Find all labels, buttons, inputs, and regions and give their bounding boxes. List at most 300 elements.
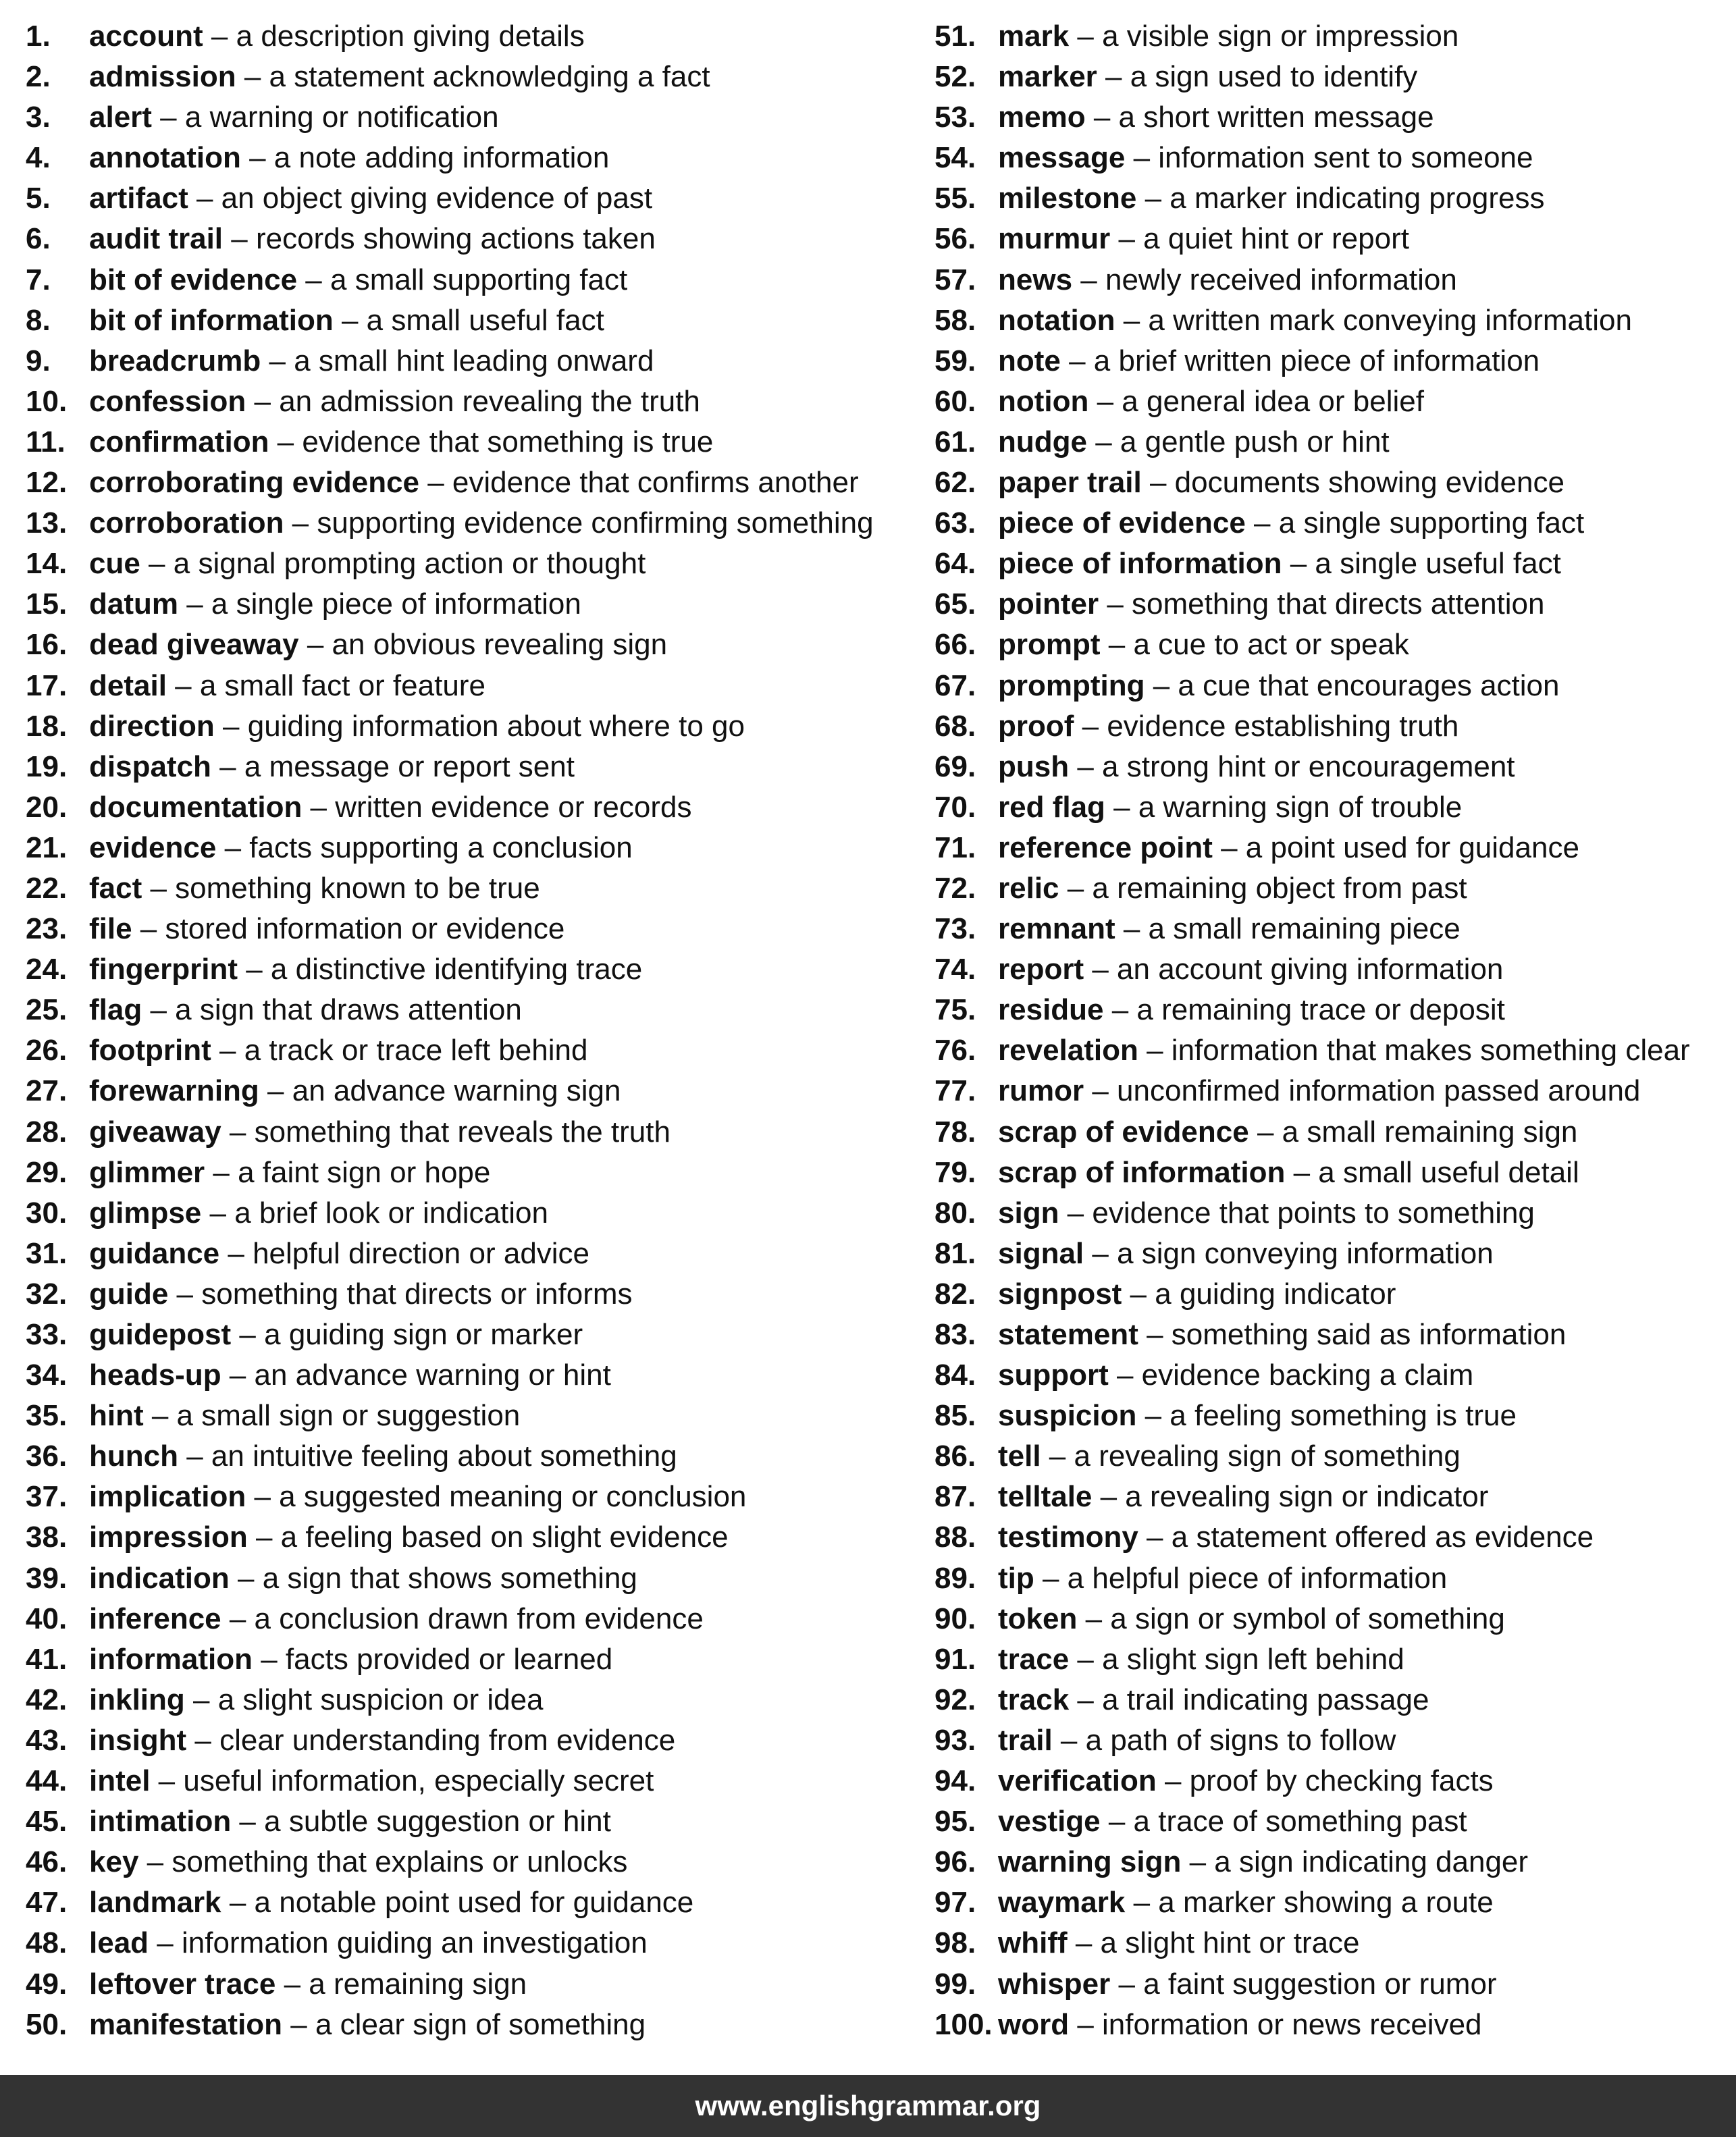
item-number: 47. (26, 1886, 68, 1920)
item-definition: – a brief written piece of information (1060, 344, 1540, 377)
item-definition: – a gentle push or hint (1086, 425, 1390, 458)
item-definition: – a visible sign or impression (1069, 20, 1459, 53)
item-word: prompting (998, 668, 1145, 702)
item-definition: – a small sign or suggestion (143, 1399, 521, 1433)
item-number: 90. (935, 1602, 976, 1635)
item-word: bit of evidence (89, 263, 298, 296)
item-number: 59. (935, 344, 976, 377)
item-definition: – a marker showing a route (1125, 1886, 1494, 1920)
item-text (998, 1882, 1494, 1923)
item-word: murmur (998, 222, 1111, 256)
list-item (26, 260, 897, 300)
item-text (89, 1193, 548, 1234)
list-item (935, 219, 1731, 259)
item-word: forewarning (89, 1074, 259, 1108)
item-definition: – a warning or notification (151, 101, 499, 134)
item-word: verification (998, 1764, 1157, 1798)
list-item (26, 1234, 897, 1274)
item-number: 86. (935, 1440, 976, 1473)
item-text (89, 990, 522, 1030)
item-word: residue (998, 993, 1104, 1027)
item-number: 6. (26, 222, 51, 256)
item-word: guidance (89, 1236, 220, 1270)
item-number: 12. (26, 466, 68, 500)
list-item (935, 1436, 1731, 1477)
item-definition: – evidence establishing truth (1074, 709, 1459, 743)
item-definition: – a remaining sign (275, 1967, 527, 2001)
item-definition: – helpful direction or advice (219, 1236, 590, 1270)
list-item (935, 1639, 1731, 1680)
item-number: 67. (935, 668, 976, 702)
item-word: word (998, 2007, 1070, 2041)
item-text (89, 1355, 611, 1396)
item-word: milestone (998, 182, 1137, 215)
item-word: corroborating evidence (89, 466, 420, 500)
item-text (89, 2005, 646, 2045)
item-word: revelation (998, 1034, 1138, 1067)
item-number: 35. (26, 1399, 68, 1433)
item-word: signpost (998, 1277, 1122, 1311)
item-word: token (998, 1602, 1078, 1635)
list-item (935, 666, 1731, 706)
item-text (89, 1882, 693, 1923)
item-word: breadcrumb (89, 344, 261, 377)
list-item (935, 1882, 1731, 1923)
item-text (89, 544, 646, 584)
list-item (935, 706, 1731, 747)
list-item (26, 138, 897, 178)
list-item (26, 57, 897, 97)
list-item (26, 1396, 897, 1436)
item-definition: – an object giving evidence of past (188, 182, 653, 215)
item-word: intel (89, 1764, 151, 1798)
list-item (26, 1720, 897, 1761)
item-text (998, 1355, 1473, 1396)
list-item (935, 1071, 1731, 1111)
item-text (998, 16, 1458, 57)
item-definition: – a note adding information (240, 141, 610, 175)
list-item (935, 1477, 1731, 1517)
item-definition: – unconfirmed information passed around (1084, 1074, 1641, 1108)
item-text (998, 1517, 1594, 1558)
item-definition: – a track or trace left behind (211, 1034, 588, 1067)
list-item (935, 1842, 1731, 1882)
item-number: 5. (26, 182, 51, 215)
list-item (26, 503, 897, 544)
item-word: leftover trace (89, 1967, 276, 2001)
item-definition: – documents showing evidence (1141, 466, 1564, 500)
item-number: 95. (935, 1805, 976, 1839)
item-definition: – a revealing sign or indicator (1092, 1480, 1489, 1514)
item-definition: – clear understanding from evidence (186, 1723, 676, 1757)
list-item (26, 1193, 897, 1234)
list-item (26, 1436, 897, 1477)
word-list (0, 16, 1736, 2055)
item-text (998, 868, 1467, 909)
list-item (935, 1599, 1731, 1639)
list-item (935, 1112, 1731, 1153)
item-definition: – records showing actions taken (223, 222, 656, 256)
item-text (89, 178, 652, 219)
item-text (998, 1193, 1535, 1234)
item-definition: – a guiding sign or marker (231, 1318, 583, 1351)
item-word: detail (89, 668, 167, 702)
list-item (26, 747, 897, 787)
item-number: 10. (26, 384, 68, 418)
item-definition: – something that explains or unlocks (138, 1845, 628, 1879)
item-text (89, 584, 581, 625)
list-item (935, 787, 1731, 828)
item-text (89, 341, 654, 381)
item-word: dead giveaway (89, 628, 299, 662)
item-number: 83. (935, 1318, 976, 1351)
list-item (26, 1477, 897, 1517)
item-text (998, 178, 1544, 219)
item-word: hunch (89, 1440, 178, 1473)
item-text (998, 300, 1632, 341)
item-word: tell (998, 1440, 1041, 1473)
item-definition: – a description giving details (203, 20, 585, 53)
item-number: 32. (26, 1277, 68, 1311)
list-item (935, 57, 1731, 97)
list-item (26, 2005, 897, 2045)
list-item (935, 1801, 1731, 1842)
item-word: support (998, 1358, 1109, 1392)
item-number: 41. (26, 1642, 68, 1676)
item-definition: – a remaining object from past (1059, 871, 1467, 905)
item-number: 15. (26, 587, 68, 621)
item-definition: – a conclusion drawn from evidence (221, 1602, 704, 1635)
item-text (998, 1680, 1429, 1720)
item-text (998, 1112, 1577, 1153)
item-text (89, 300, 604, 341)
item-definition: – a small supporting fact (297, 263, 628, 296)
item-number: 34. (26, 1358, 68, 1392)
item-definition: – a quiet hint or report (1110, 222, 1409, 256)
item-definition: – a general idea or belief (1088, 384, 1424, 418)
item-text (89, 1964, 527, 2005)
item-word: flag (89, 993, 142, 1027)
item-word: prompt (998, 628, 1101, 662)
item-text (89, 1071, 621, 1111)
list-item (26, 544, 897, 584)
item-number: 22. (26, 871, 68, 905)
list-item (935, 1030, 1731, 1071)
list-item (26, 1558, 897, 1599)
item-word: insight (89, 1723, 187, 1757)
item-number: 13. (26, 506, 68, 540)
item-text (89, 1315, 583, 1355)
list-item (935, 1396, 1731, 1436)
item-word: trail (998, 1723, 1053, 1757)
item-definition: – written evidence or records (302, 790, 692, 824)
item-text (998, 1964, 1497, 2005)
list-item (26, 341, 897, 381)
item-definition: – evidence that something is true (269, 425, 714, 458)
item-text (998, 1558, 1447, 1599)
item-text (89, 1680, 544, 1720)
item-definition: – a small useful detail (1285, 1155, 1579, 1189)
list-item (26, 1680, 897, 1720)
item-word: indication (89, 1561, 230, 1595)
item-word: red flag (998, 790, 1105, 824)
item-number: 43. (26, 1723, 68, 1757)
item-number: 53. (935, 101, 976, 134)
word-list-left-column (26, 16, 897, 2045)
list-item (26, 1274, 897, 1315)
item-word: documentation (89, 790, 303, 824)
item-number: 69. (935, 749, 976, 783)
item-number: 9. (26, 344, 51, 377)
item-definition: – a small remaining sign (1248, 1115, 1578, 1149)
item-text (998, 381, 1424, 422)
list-item (935, 1274, 1731, 1315)
list-item (26, 1153, 897, 1193)
item-number: 87. (935, 1480, 976, 1514)
list-item (935, 97, 1731, 138)
item-word: footprint (89, 1034, 211, 1067)
item-definition: – a feeling based on slight evidence (247, 1521, 729, 1554)
list-item (26, 868, 897, 909)
item-word: notion (998, 384, 1089, 418)
item-word: fact (89, 871, 142, 905)
item-word: message (998, 141, 1126, 175)
item-text (998, 463, 1564, 503)
item-text (89, 1842, 627, 1882)
item-number: 49. (26, 1967, 68, 2001)
item-text (998, 1153, 1579, 1193)
item-number: 77. (935, 1074, 976, 1108)
item-number: 79. (935, 1155, 976, 1189)
item-number: 29. (26, 1155, 68, 1189)
item-text (998, 1639, 1404, 1680)
item-number: 23. (26, 912, 68, 946)
list-item (26, 1882, 897, 1923)
list-item (935, 909, 1731, 949)
item-number: 73. (935, 912, 976, 946)
item-number: 30. (26, 1196, 68, 1230)
item-word: notation (998, 303, 1115, 337)
item-definition: – an account giving information (1084, 953, 1504, 986)
list-item (935, 2005, 1731, 2045)
item-definition: – a cue to act or speak (1100, 628, 1409, 662)
list-item (935, 584, 1731, 625)
list-item (935, 16, 1731, 57)
item-definition: – supporting evidence confirming something (284, 506, 874, 540)
item-word: lead (89, 1926, 149, 1960)
item-number: 65. (935, 587, 976, 621)
item-number: 18. (26, 709, 68, 743)
item-definition: – information sent to someone (1125, 141, 1533, 175)
item-text (89, 1274, 633, 1315)
item-definition: – a subtle suggestion or hint (231, 1805, 611, 1839)
item-text (89, 666, 485, 706)
item-word: remnant (998, 912, 1115, 946)
item-number: 48. (26, 1926, 68, 1960)
item-word: nudge (998, 425, 1087, 458)
item-definition: – a clear sign of something (282, 2007, 646, 2041)
item-number: 16. (26, 628, 68, 662)
item-text (998, 2005, 1482, 2045)
item-definition: – a single supporting fact (1245, 506, 1585, 540)
list-item (26, 178, 897, 219)
item-number: 71. (935, 830, 976, 864)
list-item (935, 300, 1731, 341)
item-number: 8. (26, 303, 51, 337)
item-word: annotation (89, 141, 241, 175)
item-word: reference point (998, 830, 1213, 864)
item-number: 21. (26, 830, 68, 864)
item-definition: – information guiding an investigation (149, 1926, 648, 1960)
item-word: information (89, 1642, 253, 1676)
item-definition: – something that directs attention (1099, 587, 1545, 621)
item-word: cue (89, 547, 140, 581)
list-item (26, 219, 897, 259)
list-item (935, 1761, 1731, 1801)
item-definition: – an obvious revealing sign (298, 628, 668, 662)
item-number: 66. (935, 628, 976, 662)
item-text (998, 949, 1503, 990)
item-number: 31. (26, 1236, 68, 1270)
item-number: 60. (935, 384, 976, 418)
item-word: warning sign (998, 1845, 1182, 1879)
list-item (935, 341, 1731, 381)
list-item (26, 949, 897, 990)
list-item (26, 463, 897, 503)
list-item (935, 828, 1731, 868)
item-word: push (998, 749, 1070, 783)
list-item (935, 1355, 1731, 1396)
list-item (935, 1964, 1731, 2005)
item-text (89, 1477, 746, 1517)
item-number: 27. (26, 1074, 68, 1108)
item-number: 57. (935, 263, 976, 296)
item-text (89, 1599, 704, 1639)
item-word: testimony (998, 1521, 1138, 1554)
item-word: artifact (89, 182, 188, 215)
item-word: vestige (998, 1805, 1101, 1839)
list-item (935, 422, 1731, 463)
list-item (26, 1112, 897, 1153)
item-word: bit of information (89, 303, 334, 337)
item-number: 46. (26, 1845, 68, 1879)
item-word: glimpse (89, 1196, 202, 1230)
item-text (89, 1801, 611, 1842)
item-word: scrap of information (998, 1155, 1286, 1189)
item-number: 37. (26, 1480, 68, 1514)
item-text (998, 544, 1561, 584)
item-number: 100. (935, 2007, 993, 2041)
item-text (998, 1274, 1396, 1315)
item-text (998, 747, 1515, 787)
item-word: manifestation (89, 2007, 283, 2041)
list-item (935, 381, 1731, 422)
list-item (26, 1923, 897, 1963)
item-number: 52. (935, 60, 976, 94)
item-number: 11. (26, 425, 65, 458)
item-definition: – a suggested meaning or conclusion (246, 1480, 747, 1514)
item-text (89, 138, 609, 178)
list-item (26, 381, 897, 422)
item-number: 62. (935, 466, 976, 500)
item-number: 50. (26, 2007, 68, 2041)
item-text (998, 1436, 1461, 1477)
item-definition: – evidence that points to something (1059, 1196, 1535, 1230)
item-number: 24. (26, 953, 68, 986)
item-number: 2. (26, 60, 51, 94)
item-number: 93. (935, 1723, 976, 1757)
list-item (26, 1964, 897, 2005)
item-number: 81. (935, 1236, 976, 1270)
item-definition: – useful information, especially secret (150, 1764, 654, 1798)
item-number: 72. (935, 871, 976, 905)
item-word: confirmation (89, 425, 269, 458)
item-text (89, 706, 745, 747)
item-text (89, 949, 642, 990)
item-definition: – a small fact or feature (166, 668, 485, 702)
item-number: 3. (26, 101, 51, 134)
list-item (935, 1315, 1731, 1355)
item-text (998, 706, 1458, 747)
list-item (26, 1801, 897, 1842)
item-word: tip (998, 1561, 1034, 1595)
item-text (89, 381, 700, 422)
item-number: 56. (935, 222, 976, 256)
item-text (998, 1071, 1640, 1111)
item-definition: – proof by checking facts (1156, 1764, 1494, 1798)
list-item (935, 1680, 1731, 1720)
item-word: whiff (998, 1926, 1068, 1960)
item-definition: – newly received information (1072, 263, 1457, 296)
item-definition: – a statement acknowledging a fact (236, 60, 710, 94)
item-text (998, 1599, 1505, 1639)
list-item (26, 787, 897, 828)
item-definition: – a guiding indicator (1122, 1277, 1396, 1311)
item-text (89, 625, 667, 665)
item-definition: – a small hint leading onward (261, 344, 654, 377)
item-number: 20. (26, 790, 68, 824)
item-word: whisper (998, 1967, 1111, 2001)
list-item (26, 909, 897, 949)
item-word: admission (89, 60, 236, 94)
item-definition: – a revealing sign of something (1041, 1440, 1461, 1473)
item-text (89, 747, 575, 787)
item-definition: – a sign that draws attention (142, 993, 522, 1027)
item-word: dispatch (89, 749, 211, 783)
item-number: 94. (935, 1764, 976, 1798)
item-text (89, 1558, 637, 1599)
list-item (26, 1315, 897, 1355)
item-text (998, 97, 1434, 138)
item-word: track (998, 1683, 1070, 1716)
item-word: mark (998, 20, 1070, 53)
item-text (89, 97, 499, 138)
item-word: sign (998, 1196, 1059, 1230)
item-word: fingerprint (89, 953, 238, 986)
list-item (935, 1720, 1731, 1761)
list-item (26, 828, 897, 868)
list-item (935, 868, 1731, 909)
item-definition: – a helpful piece of information (1034, 1561, 1448, 1595)
item-number: 1. (26, 20, 51, 53)
item-definition: – a point used for guidance (1212, 830, 1579, 864)
item-definition: – a statement offered as evidence (1138, 1521, 1594, 1554)
item-number: 68. (935, 709, 976, 743)
item-number: 99. (935, 1967, 976, 2001)
item-word: note (998, 344, 1061, 377)
item-number: 96. (935, 1845, 976, 1879)
item-number: 58. (935, 303, 976, 337)
